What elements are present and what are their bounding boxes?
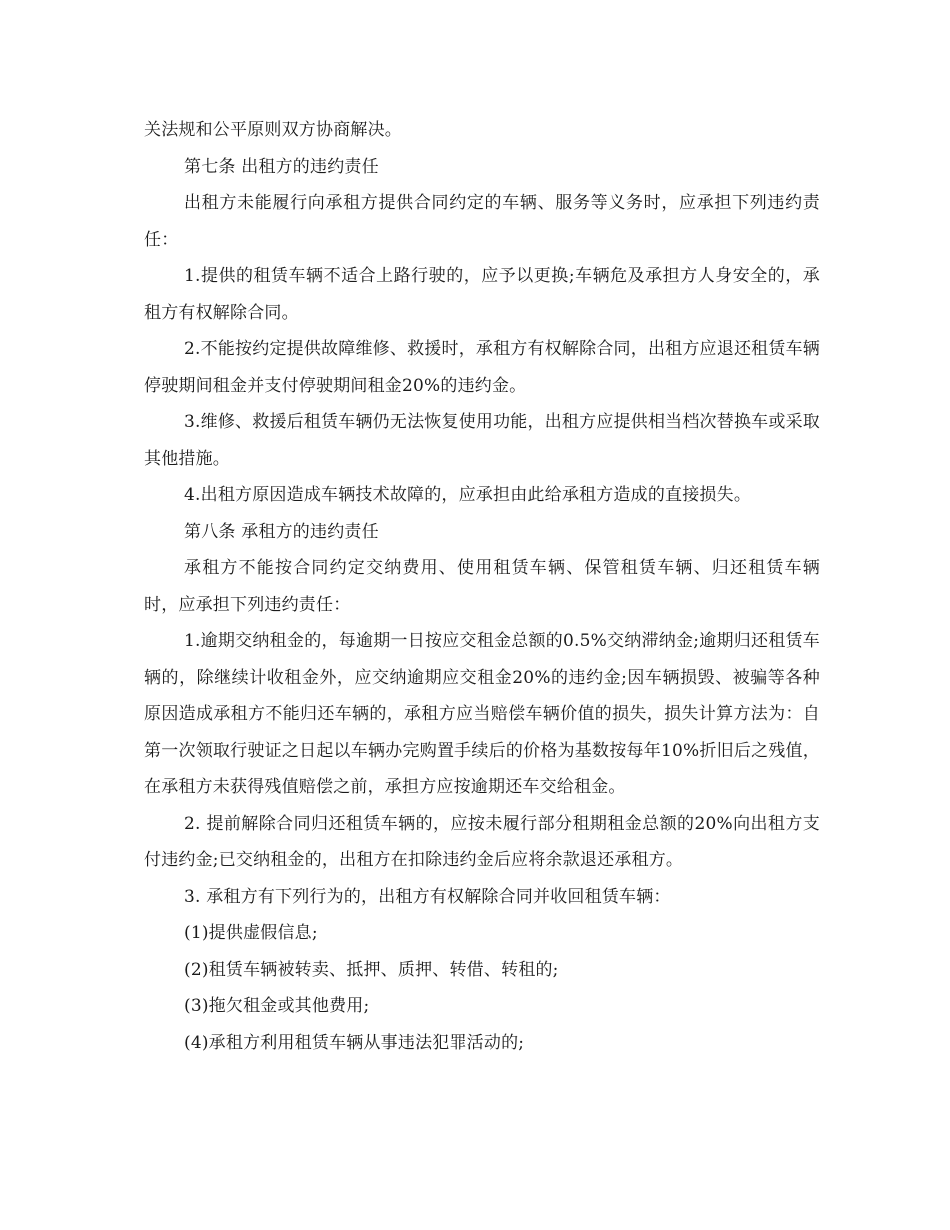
article-8-item-3: 3. 承租方有下列行为的，出租方有权解除合同并收回租赁车辆： (184, 886, 671, 907)
article-7-intro: 出租方未能履行向承租方提供合同约定的车辆、服务等义务时，应承担下列违约责任： (144, 193, 820, 250)
article-7-item-4: 4.出租方原因造成车辆技术故障的，应承担由此给承租方造成的直接损失。 (184, 485, 752, 505)
article-7-item-1: 1.提供的租赁车辆不适合上路行驶的，应予以更换;车辆危及承担方人身安全的，承租方有权解除合同。 (144, 266, 820, 323)
article-7-item-2: 2.不能按约定提供故障维修、救援时，承租方有权解除合同，出租方应退还租赁车辆停驶期间租金并支付停驶期间租金20%的违约金。 (144, 339, 820, 396)
article-8-heading: 第八条 承租方的违约责任 (184, 521, 379, 542)
article-8-intro: 承租方不能按合同约定交纳费用、使用租赁车辆、保管租赁车辆、归还租赁车辆时，应承担下列违约责任： (144, 558, 820, 615)
article-8-subitem-4: (4)承租方利用租赁车辆从事违法犯罪活动的; (184, 1032, 525, 1053)
paragraph-continuation: 关法规和公平原则双方协商解决。 (144, 120, 402, 140)
article-8-item-1: 1.逾期交纳租金的，每逾期一日按应交租金总额的0.5%交纳滞纳金;逾期归还租赁车辆的，除继续计收租金外，应交纳逾期应交租金20%的违约金;因车辆损毁、被骗等各种原因造成承租方不能归还车辆的，承租方应当赔偿车辆价值的损失，损失计算方法为：自第一次领取行驶证之日起以车辆办完购置手续后的价格为基数按每年10%折旧后之残值，在承租方未获得残值赔偿之前，承担方应按逾期还车交给租金。 (144, 631, 820, 797)
article-7-heading: 第七条 出租方的违约责任 (184, 156, 379, 177)
article-8-subitem-3: (3)拖欠租金或其他费用; (184, 996, 370, 1016)
article-8-item-2: 2. 提前解除合同归还租赁车辆的，应按未履行部分租期租金总额的20%向出租方支付违约金;已交纳租金的，出租方在扣除违约金后应将余款退还承租方。 (144, 813, 820, 870)
article-8-subitem-1: (1)提供虚假信息; (184, 923, 318, 943)
article-8-subitem-2: (2)租赁车辆被转卖、抵押、质押、转借、转租的; (184, 959, 559, 980)
document-body (144, 112, 820, 1061)
article-7-item-3: 3.维修、救援后租赁车辆仍无法恢复使用功能，出租方应提供相当档次替换车或采取其他措施。 (144, 412, 820, 469)
